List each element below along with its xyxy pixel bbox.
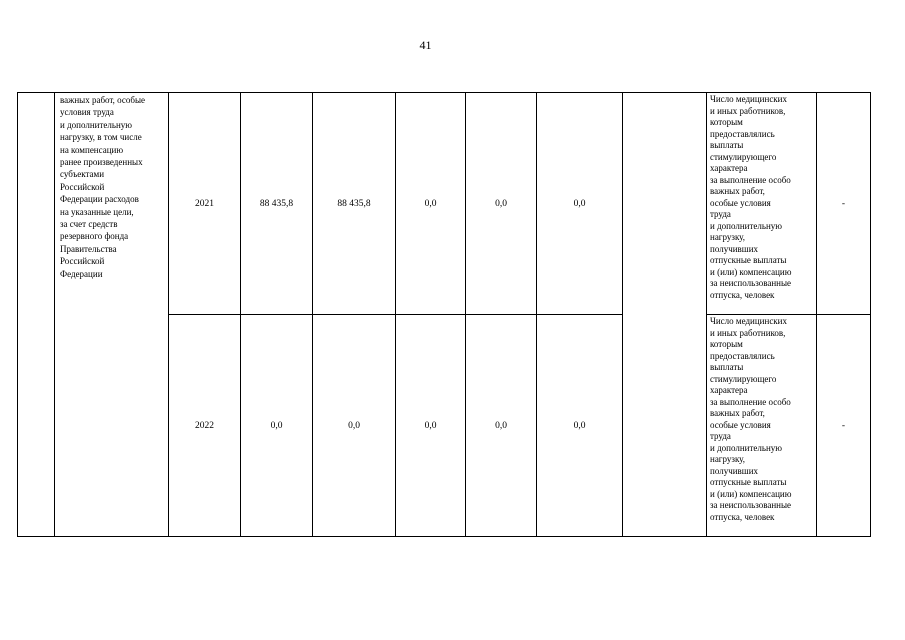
indicator-line: нагрузку, bbox=[710, 232, 746, 242]
indicator-line: и иных работников, bbox=[710, 105, 786, 116]
page-number: 41 bbox=[419, 38, 432, 52]
indicator-line: за неиспользованные bbox=[710, 500, 792, 510]
value-cell: 0,0 bbox=[396, 93, 466, 315]
indicator-line: и дополнительную bbox=[710, 442, 783, 453]
indicator-line: отпуска, человек bbox=[710, 511, 775, 522]
indicator-line: отпускные выплаты bbox=[710, 255, 787, 265]
indicator-line: и (или) компенсацию bbox=[710, 266, 792, 277]
description-line: Федерации bbox=[60, 268, 103, 279]
indicator-line: Число медицинских bbox=[710, 94, 788, 104]
description-line: резервного фонда bbox=[60, 231, 129, 242]
indicator-line: и иных работников, bbox=[710, 327, 786, 338]
indicator-cell bbox=[707, 93, 817, 315]
description-line: субъектами bbox=[60, 169, 105, 180]
table-row bbox=[18, 93, 871, 315]
indicator-line: особые условия bbox=[710, 419, 771, 430]
value-cell: 0,0 bbox=[537, 315, 623, 537]
value-cell: 0,0 bbox=[537, 93, 623, 315]
indicator-line: за выполнение особо bbox=[710, 174, 791, 185]
indicator-value-cell: - bbox=[817, 93, 871, 315]
indicator-line: получивших bbox=[710, 465, 759, 476]
indicator-line: и дополнительную bbox=[710, 220, 783, 231]
indicator-line: которым bbox=[710, 117, 743, 127]
indicator-line: которым bbox=[710, 339, 743, 349]
description-line: Федерации расходов bbox=[60, 194, 139, 205]
value-cell: 88 435,8 bbox=[241, 93, 313, 315]
value-cell: 0,0 bbox=[466, 93, 537, 315]
value-cell: 0,0 bbox=[466, 315, 537, 537]
empty-cell bbox=[623, 93, 707, 537]
indicator-line: и (или) компенсацию bbox=[710, 488, 792, 499]
indicator-line: стимулирующего bbox=[710, 373, 777, 384]
description-line: важных работ, особые bbox=[60, 95, 146, 105]
value-cell: 0,0 bbox=[396, 315, 466, 537]
indicator-line: выплаты bbox=[710, 362, 744, 372]
indicator-line: выплаты bbox=[710, 140, 744, 150]
year-cell: 2022 bbox=[169, 315, 241, 537]
indicator-line: труда bbox=[710, 209, 731, 219]
description-line: условия труда bbox=[60, 107, 114, 118]
indicator-line: предоставлялись bbox=[710, 350, 775, 361]
budget-table bbox=[17, 92, 871, 537]
indicator-line: труда bbox=[710, 431, 731, 441]
description-line: на компенсацию bbox=[60, 144, 124, 155]
indicator-line: отпуска, человек bbox=[710, 289, 775, 300]
description-cell bbox=[55, 93, 169, 537]
indicator-line: нагрузку, bbox=[710, 454, 746, 464]
indicator-line: характера bbox=[710, 163, 748, 173]
description-line: на указанные цели, bbox=[60, 206, 134, 217]
indicator-line: стимулирующего bbox=[710, 151, 777, 162]
indicator-line: отпускные выплаты bbox=[710, 477, 787, 487]
indicator-line: особые условия bbox=[710, 197, 771, 208]
indicator-cell bbox=[707, 315, 817, 537]
indicator-line: важных работ, bbox=[710, 186, 765, 196]
description-line: и дополнительную bbox=[60, 119, 133, 130]
value-cell: 0,0 bbox=[241, 315, 313, 537]
description-line: нагрузку, в том числе bbox=[60, 132, 142, 143]
indicator-line: за неиспользованные bbox=[710, 278, 792, 288]
row-number-cell bbox=[18, 93, 55, 537]
indicator-line: Число медицинских bbox=[710, 316, 788, 326]
description-line: Правительства bbox=[60, 243, 117, 254]
description-line: Российской bbox=[60, 256, 105, 267]
value-cell: 88 435,8 bbox=[313, 93, 396, 315]
indicator-line: характера bbox=[710, 385, 748, 395]
indicator-line: за выполнение особо bbox=[710, 396, 791, 407]
description-line: за счет средств bbox=[60, 219, 118, 230]
description-line: ранее произведенных bbox=[60, 157, 143, 168]
year-cell: 2021 bbox=[169, 93, 241, 315]
indicator-line: получивших bbox=[710, 243, 759, 254]
indicator-line: важных работ, bbox=[710, 408, 765, 418]
indicator-line: предоставлялись bbox=[710, 128, 775, 139]
description-line: Российской bbox=[60, 181, 105, 192]
indicator-value-cell: - bbox=[817, 315, 871, 537]
value-cell: 0,0 bbox=[313, 315, 396, 537]
